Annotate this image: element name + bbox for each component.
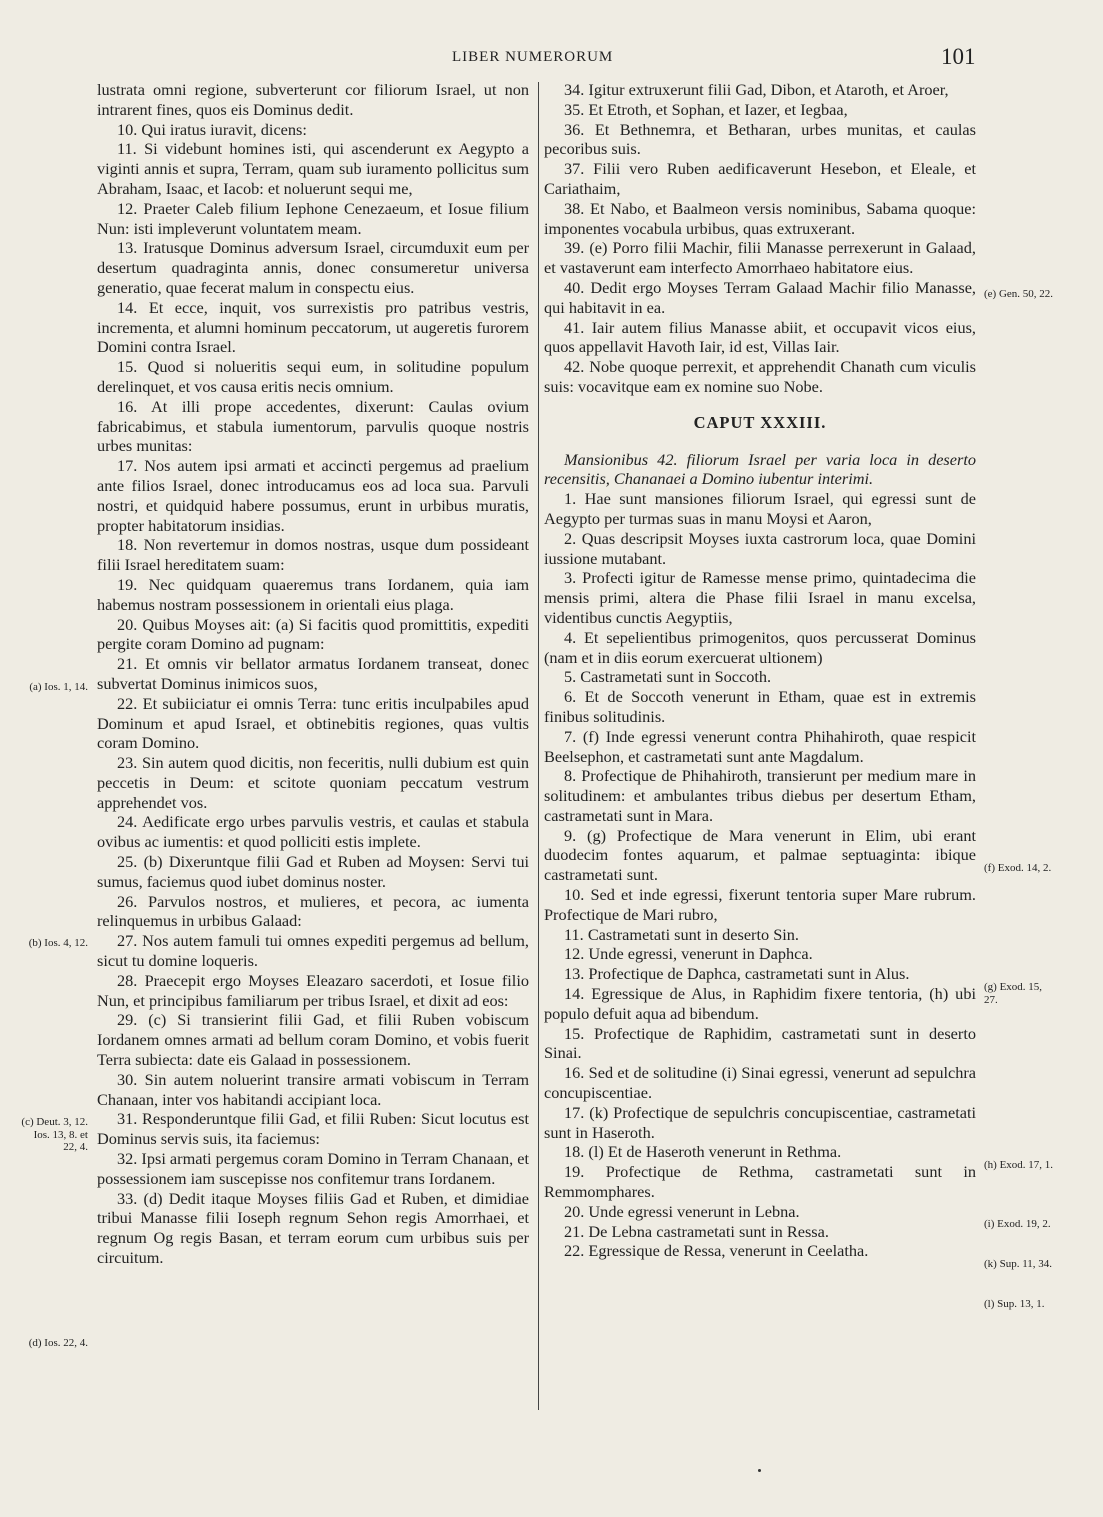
verse: 39. (e) Porro filii Machir, filii Manasse perrexerunt in Galaad, et vastaverunt eam interfecto Amorrhaeo habitatore eius. <box>544 238 976 278</box>
margin-note-a: (a) Ios. 1, 14. <box>29 681 88 693</box>
verse: 22. Egressique de Ressa, venerunt in Ceelatha. <box>564 1241 869 1261</box>
verse: 41. Iair autem filius Manasse abiit, et occupavit vicos eius, quos appellavit Havoth Iair, id est, Villas Iair. <box>544 317 976 357</box>
margin-note-d: (d) Ios. 22, 4. <box>28 1337 88 1349</box>
verse: 30. Sin autem noluerint transire armati vobiscum in Terram Chanaan, inter vos habitandi accipiant loca. <box>97 1069 529 1109</box>
verse: 18. Non revertemur in domos nostras, usque dum possideant filii Israel hereditatem suam: <box>97 535 529 575</box>
margin-note-b: (b) Ios. 4, 12. <box>28 937 88 949</box>
verse: 12. Praeter Caleb filium Iephone Cenezaeum, et Iosue filium Nun: isti impleverunt voluntatem meam. <box>97 198 529 238</box>
verse: 18. (l) Et de Haseroth venerunt in Rethma. <box>564 1142 842 1162</box>
verse: 33. (d) Dedit itaque Moyses filiis Gad et Ruben, et dimidiae tribui Manasse filii Ioseph regnum Sehon regis Amorrhaei, et regnum Og regis Basan, et terram eorum cum urbibus suis per circuitum. <box>97 1188 529 1268</box>
verse: 13. Profectique de Daphca, castrametati sunt in Alus. <box>564 964 910 984</box>
verse: 10. Qui iratus iuravit, dicens: <box>117 119 307 139</box>
verse: 24. Aedificate ergo urbes parvulis vestris, et caulas et stabula ovibus ac iumentis: et quod polliciti estis implete. <box>97 812 529 852</box>
margin-note-l: (l) Sup. 13, 1. <box>984 1298 1045 1310</box>
verse: 38. Et Nabo, et Baalmeon versis nominibus, Sabama quoque: imponentes vocabula urbibus, quas extruxerant. <box>544 198 976 238</box>
verse: 19. Profectique de Rethma, castrametati sunt in Remmomphares. <box>544 1162 976 1202</box>
verse: 5. Castrametati sunt in Soccoth. <box>564 667 772 687</box>
verse: 21. Et omnis vir bellator armatus Iordanem transeat, donec subvertat Dominus inimicos suos, <box>97 654 529 693</box>
verse: 31. Responderuntque filii Gad, et filii Ruben: Sicut locutus est Dominus servis suis, ita faciemus: <box>97 1109 529 1149</box>
verse: 11. Castrametati sunt in deserto Sin. <box>564 924 799 944</box>
column-divider <box>538 82 539 1410</box>
verse: 14. Egressique de Alus, in Raphidim fixere tentoria, (h) ubi populo defuit aqua ad bibendum. <box>544 984 976 1023</box>
verse: 34. Igitur extruxerunt filii Gad, Dibon, et Ataroth, et Aroer, <box>564 80 949 99</box>
verse: 20. Unde egressi venerunt in Lebna. <box>564 1201 800 1221</box>
verse: 1. Hae sunt mansiones filiorum Israel, qui egressi sunt de Aegypto per turmas suas in manu Moysi et Aaron, <box>544 489 976 528</box>
verse: 9. (g) Profectique de Mara venerunt in Elim, ubi erant duodecim fontes aquarum, et palmae septuaginta: ibique castrametati sunt. <box>544 825 976 885</box>
margin-note-c: (c) Deut. 3, 12. Ios. 13, 8. et 22, 4. <box>21 1116 88 1153</box>
verse: 4. Et sepelientibus primogenitos, quos percusserat Dominus (nam et in diis eorum exercuerat ultionem) <box>544 627 976 667</box>
verse: 13. Iratusque Dominus adversum Israel, circumduxit eum per desertum quadraginta annis, donec consumeretur universa generatio, quae fecerat malum in conspectu eius. <box>97 238 529 297</box>
verse: 15. Profectique de Raphidim, castrametati sunt in deserto Sinai. <box>544 1023 976 1063</box>
verse: lustrata omni regione, subverterunt cor filiorum Israel, ut non intrarent fines, quos eis Dominus dedit. <box>97 80 529 119</box>
verse: 21. De Lebna castrametati sunt in Ressa. <box>564 1221 829 1241</box>
chapter-heading: CAPUT XXXIII. <box>693 412 827 432</box>
verse: 29. (c) Si transierint filii Gad, et filii Ruben vobiscum Iordanem omnes armati ad bellum coram Domino, et vobis fuerit Terra subiecta: date eis Galaad in possessionem. <box>97 1010 529 1070</box>
left-column <box>97 80 529 1268</box>
margin-note-k: (k) Sup. 11, 34. <box>984 1258 1053 1270</box>
verse: 36. Et Bethnemra, et Betharan, urbes munitas, et caulas pecoribus suis. <box>544 119 976 159</box>
verse: 17. (k) Profectique de sepulchris concupiscentiae, castrametati sunt in Haseroth. <box>544 1102 976 1142</box>
verse: 3. Profecti igitur de Ramesse mense primo, quintadecima die mensis primi, altera die Phase filii Israel in manu excelsa, videntibus cunctis Aegyptiis, <box>544 568 976 627</box>
verse: 12. Unde egressi, venerunt in Daphca. <box>564 944 813 964</box>
verse: 20. Quibus Moyses ait: (a) Si facitis quod promittitis, expediti pergite coram Domino ad pugnam: <box>97 614 529 654</box>
verse: 23. Sin autem quod dicitis, non feceritis, nulli dubium est quin peccetis in Deum: et scitote quoniam peccatum vestrum apprehendet vos. <box>97 753 529 812</box>
margin-note-i: (i) Exod. 19, 2. <box>984 1218 1051 1230</box>
verse: 14. Et ecce, inquit, vos surrexistis pro patribus vestris, incrementa, et alumni hominum peccatorum, ut augeretis furorem Domini contra Israel. <box>97 297 529 357</box>
running-title: LIBER NUMERORUM <box>452 49 614 65</box>
verse: 10. Sed et inde egressi, fixerunt tentoria super Mare rubrum. Profectique de Mari rubro, <box>544 885 976 924</box>
verse: 16. Sed et de solitudine (i) Sinai egressi, venerunt ad sepulchra concupiscentiae. <box>544 1063 976 1103</box>
verse: 6. Et de Soccoth venerunt in Etham, quae est in extremis finibus solitudinis. <box>544 687 976 726</box>
verse: 42. Nobe quoque perrexit, et apprehendit Chanath cum viculis suis: vocavitque eam ex nomine suo Nobe. <box>544 357 976 396</box>
verse: 32. Ipsi armati pergemus coram Domino in Terram Chanaan, et possessionem iam suscepisse nos confitemur trans Iordanem. <box>97 1149 529 1188</box>
verse: 37. Filii vero Ruben aedificaverunt Hesebon, et Eleale, et Cariathaim, <box>544 159 976 198</box>
verse: 35. Et Etroth, et Sophan, et Iazer, et Iegbaa, <box>564 99 848 119</box>
verse: 7. (f) Inde egressi venerunt contra Phihahiroth, quae respicit Beelsephon, et castrametati sunt ante Magdalum. <box>544 726 976 766</box>
right-column <box>544 80 976 1261</box>
verse: 19. Nec quidquam quaeremus trans Iordanem, quia iam habemus nostram possessionem in orientali eius plaga. <box>97 574 529 614</box>
verse: 16. At illi prope accedentes, dixerunt: Caulas ovium fabricabimus, et stabula iumentorum, parvulis quoque nostris urbes munitas: <box>97 396 529 456</box>
verse: 26. Parvulos nostros, et mulieres, et pecora, ac iumenta relinquemus in urbibus Galaad: <box>97 891 529 931</box>
margin-note-e: (e) Gen. 50, 22. <box>984 288 1054 300</box>
verse: 11. Si videbunt homines isti, qui ascenderunt ex Aegypto a viginti annis et supra, Terram, quam sub iuramento pollicitus sum Abraham, Isaac, et Iacob: et noluerunt sequi me, <box>97 139 529 198</box>
verse: 8. Profectique de Phihahiroth, transierunt per medium mare in solitudinem: et ambulantes tribus diebus per desertum Etham, castrametati sunt in Mara. <box>544 766 976 825</box>
verse: 22. Et subiiciatur ei omnis Terra: tunc eritis inculpabiles apud Dominum et apud Israel, et obtinebitis regiones, quas vultis coram Domino. <box>97 693 529 753</box>
page-number: 101 <box>941 44 976 69</box>
verse: 27. Nos autem famuli tui omnes expediti pergemus ad bellum, sicut tu domine loqueris. <box>97 931 529 971</box>
verse: 28. Praecepit ergo Moyses Eleazaro sacerdoti, et Iosue filio Nun, et principibus familiarum per tribus Israel, et dixit ad eos: <box>97 970 529 1010</box>
verse: 15. Quod si nolueritis sequi eum, in solitudine populum derelinquet, et vos causa eritis necis omnium. <box>97 357 529 396</box>
verse: 2. Quas descripsit Moyses iuxta castrorum loca, quae Domini iussione mutabant. <box>544 528 976 568</box>
chapter-summary: Mansionibus 42. filiorum Israel per varia loca in deserto recensitis, Chananaei a Domino iubentur interimi. <box>544 449 976 489</box>
verse: 25. (b) Dixeruntque filii Gad et Ruben ad Moysen: Servi tui sumus, faciemus quod iubet dominus noster. <box>97 852 529 891</box>
verse: 40. Dedit ergo Moyses Terram Galaad Machir filio Manasse, qui habitavit in ea. <box>544 277 976 317</box>
margin-note-g: (g) Exod. 15, 27. <box>984 981 1043 1006</box>
margin-note-h: (h) Exod. 17, 1. <box>984 1159 1054 1171</box>
verse: 17. Nos autem ipsi armati et accincti pergemus ad praelium ante filios Israel, donec introducamus eos ad loca sua. Parvuli nostri, et quidquid habere possumus, erunt in urbibus muratis, propter habitatorum insidias. <box>97 456 529 535</box>
margin-note-f: (f) Exod. 14, 2. <box>984 862 1052 874</box>
ink-speck <box>758 1469 761 1472</box>
